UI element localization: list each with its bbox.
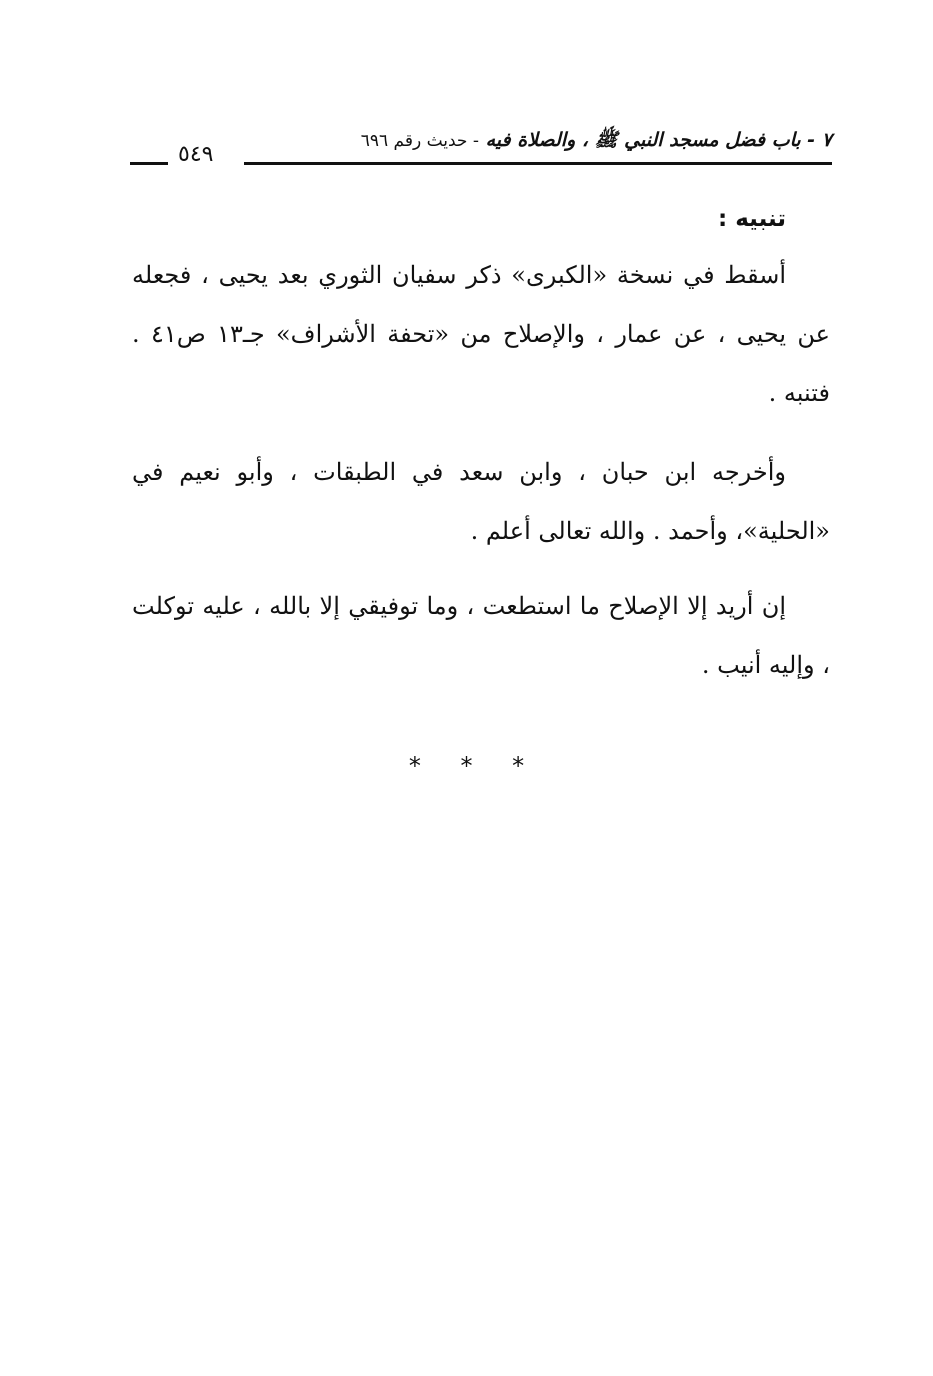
paragraph-note: أسقط في نسخة «الكبرى» ذكر سفيان الثوري بعد يحيى ، فجعله عن يحيى ، عن عمار ، والإصلاح من «تحفة الأشراف» جـ١٣ ص٤١ . فتنبه .	[132, 261, 830, 407]
page-header	[130, 124, 832, 168]
paragraph-closing: إن أريد إلا الإصلاح ما استطعت ، وما توفيقي إلا بالله ، عليه توكلت ، وإليه أنيب .	[132, 592, 830, 679]
separator-star: *	[512, 752, 525, 780]
header-rule	[244, 162, 832, 165]
separator-star: *	[460, 752, 473, 780]
running-head	[361, 128, 832, 156]
page-number: ٥٤٩	[178, 142, 214, 167]
separator-star: *	[408, 752, 421, 780]
page-number-rule	[130, 162, 168, 165]
chapter-title: ٧ - باب فضل مسجد النبي ﷺ ، والصلاة فيه	[485, 129, 832, 151]
section-heading: تنبيه :	[718, 206, 786, 232]
section-separator	[0, 752, 933, 780]
paragraph-sources: وأخرجه ابن حبان ، وابن سعد في الطبقات ، وأبو نعيم في «الحلية»، وأحمد . والله تعالى أعلم .	[132, 458, 830, 545]
page-body	[132, 196, 830, 695]
hadith-reference: - حديث رقم ٦٩٦	[360, 131, 479, 151]
